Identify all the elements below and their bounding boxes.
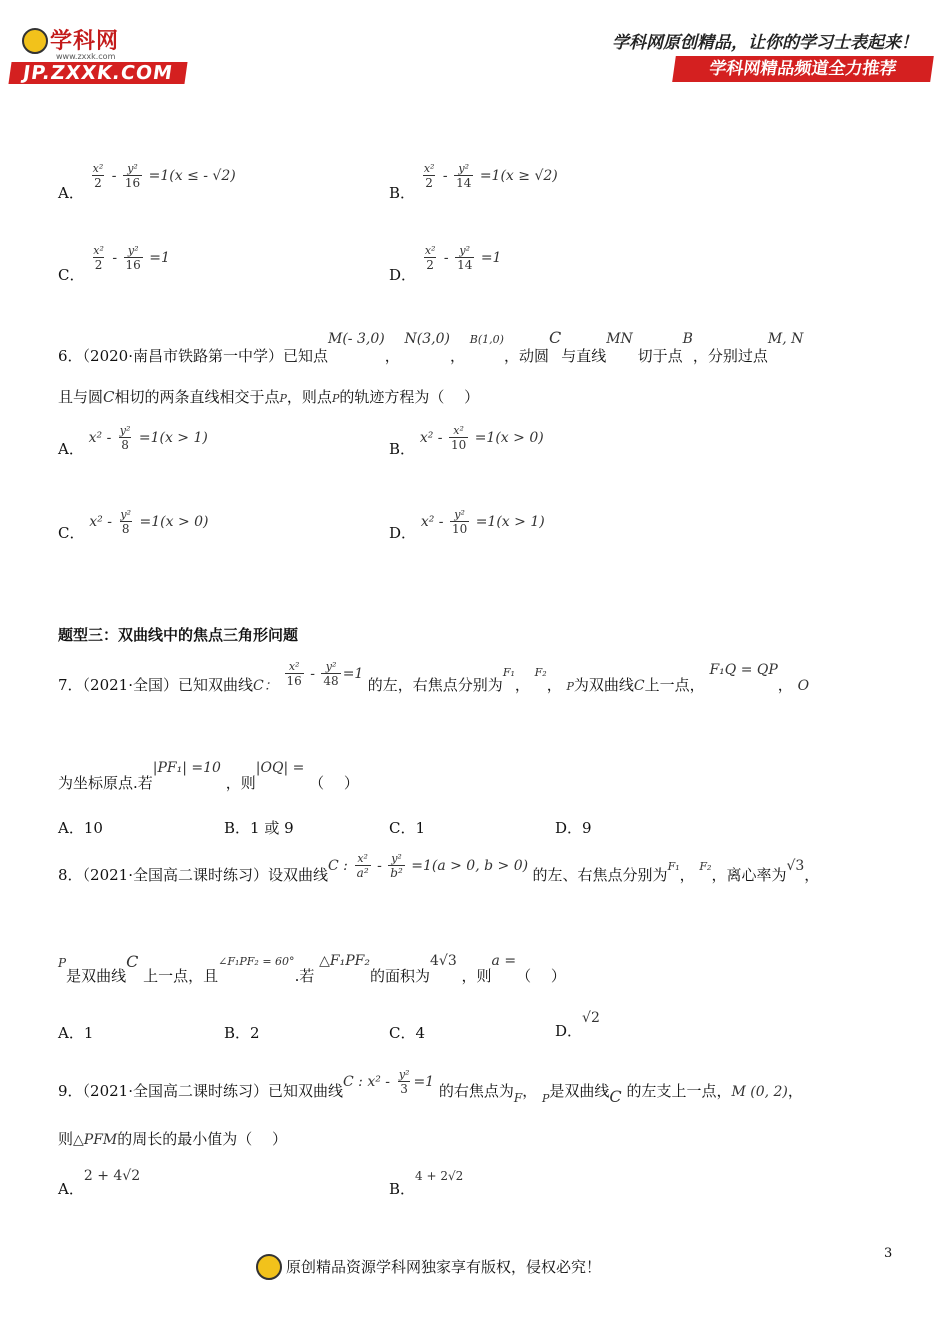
option-label: A． (58, 184, 84, 202)
q7-option-a: A．10 (58, 819, 103, 837)
option-formula: $\frac{\text{x²}}{2}$ - $\frac{\text{y²}}{14}$ =1(x ≥ √2) (423, 162, 558, 190)
q6-option-b: B． x² - $\frac{\text{x²}}{10}$ =1(x > 0) (389, 424, 544, 458)
q7-stem-line1: 7．（2021·全国）已知双曲线C： $\frac{\text{x²}}{16}$ - $\frac{\text{y²}}{48}$ =1 的左，右焦点分别为F₁， F₂， $_P$为双曲线C上一点， F₁Q = QP， O (58, 660, 810, 694)
q6-stem-line1: 6．（2020·南昌市铁路第一中学）已知点M(- 3,0)， N(3,0)， $^{B(1,0)}$，动圆C与直线MN 切于点B，分别过点M, N (58, 328, 804, 365)
q5-option-b (389, 162, 558, 203)
q9-option-a: A．2 + 4√2 (58, 1168, 141, 1198)
header-slogan: 学科网原创精品，让你的学习士表起来！ (612, 33, 918, 53)
q8-option-c: C．4 (389, 1024, 426, 1042)
q8-stem-line2: $^P$是双曲线C 上一点，且$^{\angle F_1PF_2 = 60^\circ}$.若 △F₁PF₂的面积为4√3 ，则a =（ ） (58, 952, 566, 985)
q8-option-d: D．√2 (555, 1010, 600, 1040)
q7-option-b: B．1 或 9 (224, 819, 294, 837)
option-formula: $\frac{\text{x²}}{2}$ - $\frac{\text{y²}}{14}$ =1 (424, 244, 502, 272)
logo-text: 学科网 (50, 29, 120, 54)
q6-stem-line2: 且与圆C相切的两条直线相交于点P，则点P的轨迹方程为（ ） (58, 388, 480, 406)
q8-option-a: A．1 (58, 1024, 94, 1042)
page-number: 3 (884, 1246, 893, 1261)
q7-stem-line2: 为坐标原点.若|PF₁| =10 ，则|OQ| = （ ） (58, 760, 359, 792)
q6-option-c: C． x² - $\frac{\text{y²}}{8}$ =1(x > 0) (58, 508, 209, 542)
option-label: C． (58, 266, 85, 284)
q7-option-c: C．1 (389, 819, 426, 837)
q9-stem-line2: 则△PFM的周长的最小值为（ ） (58, 1130, 288, 1148)
q6-option-a: A． x² - $\frac{\text{y²}}{8}$ =1(x > 1) (58, 424, 208, 458)
footer-mascot-icon (256, 1254, 282, 1280)
option-formula: $\frac{\text{x²}}{2}$ - $\frac{\text{y²}}{16}$ =1 (93, 244, 170, 272)
q9-option-b: B．4 + 2√2 (389, 1169, 464, 1198)
logo-banner: JP.ZXXK.COM (8, 62, 187, 84)
q6-option-d: D． x² - $\frac{\text{y²}}{10}$ =1(x > 1) (389, 508, 545, 542)
q5-option-a (58, 162, 236, 203)
logo-url: www.zxxk.com (56, 52, 116, 61)
option-label: D． (389, 266, 417, 284)
q9-stem-line1: 9．（2021·全国高二课时练习）已知双曲线C : x² - $\frac{\text{y²}}{3}$ =1 的右焦点为$_F$， $_P$是双曲线C 的左支上一点，M (0, 2)， (58, 1068, 803, 1106)
footer-copyright: 原创精品资源学科网独家享有版权，侵权必究！ (286, 1258, 602, 1276)
q8-option-b: B．2 (224, 1024, 260, 1042)
logo-mascot-icon (22, 28, 48, 54)
option-formula: $\frac{\text{x²}}{2}$ - $\frac{\text{y²}}{16}$ =1(x ≤ - √2) (92, 162, 236, 190)
q5-option-c (58, 244, 170, 285)
q8-stem-line1: 8．（2021·全国高二课时练习）设双曲线C : $\frac{\text{x²}}{\text{a²}}$ - $\frac{\text{y²}}{\text{b²}}$ =1(a > 0, b > 0) 的左、右焦点分别为F₁， F₂，离心率为√3， (58, 852, 820, 884)
option-label: B． (389, 184, 416, 202)
q7-option-d: D．9 (555, 819, 592, 837)
section-heading: 题型三：双曲线中的焦点三角形问题 (58, 626, 299, 644)
header-channel-banner: 学科网精品频道全力推荐 (672, 56, 934, 82)
q5-option-d (389, 244, 501, 285)
